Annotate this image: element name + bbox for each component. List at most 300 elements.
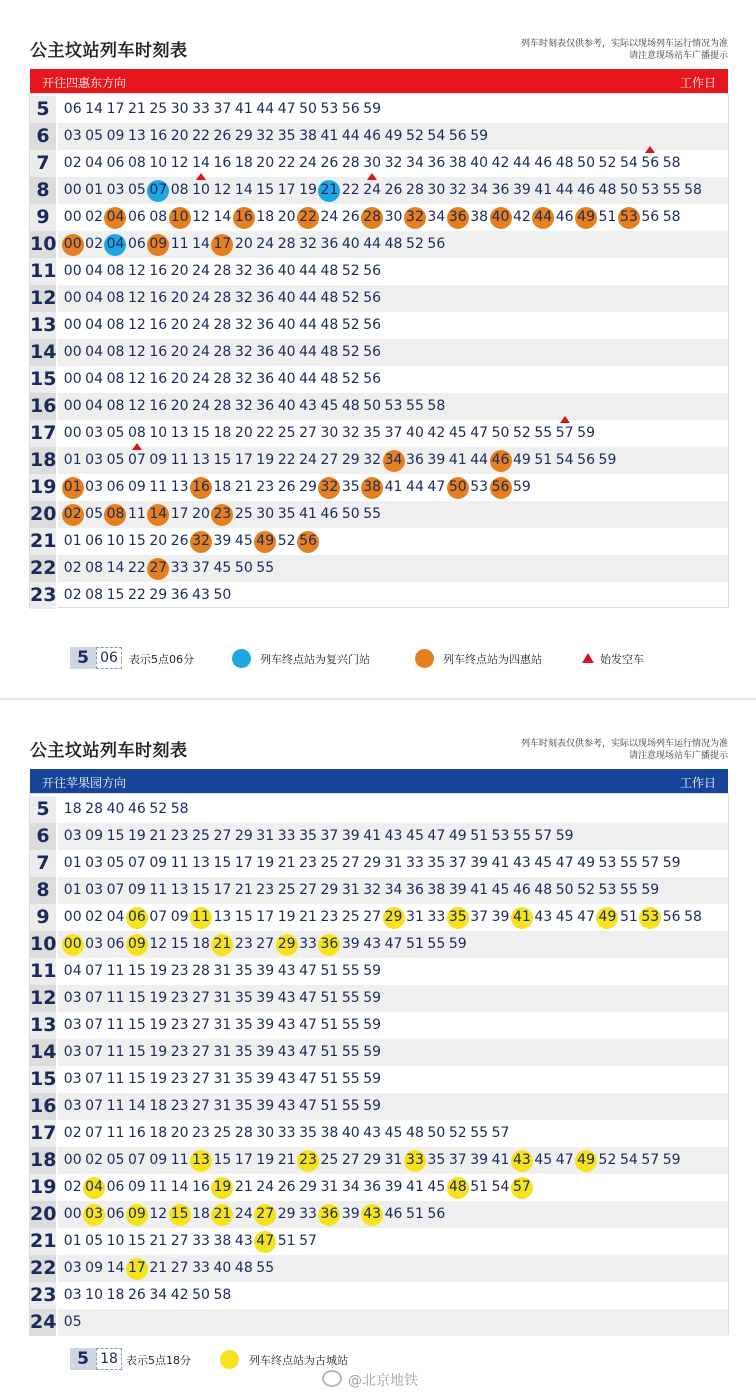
minutes-list [62, 474, 533, 501]
minute-value: 20 [170, 290, 189, 306]
minute-value: 11 [170, 452, 189, 468]
minute-value: 52 [341, 344, 360, 360]
minute-value: 27 [192, 990, 210, 1006]
minute-value: 06 [127, 209, 146, 225]
minute-value: 47 [577, 909, 595, 925]
minute-value: 15 [127, 1071, 146, 1087]
minute-value: 39 [491, 909, 510, 925]
minute-value: 37 [448, 1152, 467, 1168]
minute-value: 31 [213, 1071, 232, 1087]
minute-value: 41 [406, 1179, 424, 1195]
minute-value: 24 [192, 263, 210, 279]
minute-value: 43 [277, 963, 296, 979]
schedule-row [30, 1039, 728, 1066]
minute-value: 36 [363, 1179, 382, 1195]
minute-value: 35 [299, 828, 317, 844]
disclaimer-note [521, 738, 728, 762]
minute-value: 11 [106, 1071, 125, 1087]
minute-value: 55 [256, 560, 275, 576]
minute-value: 25 [192, 828, 210, 844]
minute-value: 17 [277, 182, 296, 198]
minute-value: 59 [662, 1152, 681, 1168]
hour-cell: 24 [30, 1309, 58, 1336]
minute-value: 37 [448, 855, 467, 871]
minute-value: 00 [63, 344, 82, 360]
minute-value: 09 [85, 828, 103, 844]
hour-cell: 11 [30, 958, 58, 985]
minute-value: 59 [363, 1098, 382, 1114]
minute-value: 41 [384, 479, 403, 495]
minute-value: 08 [127, 425, 146, 441]
minute-value: 24 [192, 371, 210, 387]
minute-value: 31 [213, 990, 232, 1006]
minute-value-gucheng: 00 [62, 931, 83, 958]
minute-value: 21 [277, 855, 296, 871]
minute-value: 55 [363, 506, 382, 522]
minute-value: 27 [341, 855, 360, 871]
minute-value: 41 [491, 1152, 510, 1168]
minute-value: 57 [299, 1233, 317, 1249]
minute-value: 24 [256, 236, 275, 252]
minute-value: 23 [170, 1098, 189, 1114]
disclaimer-line-2: 请注意现场站车广播提示 [628, 51, 728, 61]
minute-value: 17 [234, 855, 253, 871]
minute-value: 19 [256, 855, 275, 871]
minute-value-gucheng: 43 [361, 1201, 382, 1228]
minute-value: 05 [85, 1233, 103, 1249]
minute-value: 06 [63, 101, 82, 117]
minute-value: 09 [127, 882, 146, 898]
minute-value-gucheng: 29 [276, 931, 297, 958]
minute-value: 20 [277, 209, 296, 225]
schedule-row [30, 1309, 728, 1336]
minute-value: 12 [213, 182, 232, 198]
minute-value: 32 [341, 425, 360, 441]
minute-value: 24 [320, 209, 339, 225]
minute-value: 16 [213, 155, 232, 171]
minute-value: 46 [320, 506, 339, 522]
minute-value: 51 [320, 1044, 339, 1060]
minute-value: 11 [106, 1125, 125, 1141]
schedule-row [30, 823, 728, 850]
minutes-list [62, 1066, 383, 1093]
schedule-row [30, 1282, 728, 1309]
legend-sample-hour: 5 [70, 647, 96, 669]
legend-sample-minute: 18 [96, 1348, 122, 1370]
minute-value: 27 [192, 1017, 210, 1033]
minute-value: 50 [299, 101, 317, 117]
minute-value: 46 [534, 155, 553, 171]
schedule-row [30, 931, 728, 958]
minute-value: 23 [170, 828, 189, 844]
minute-value-gucheng: 21 [212, 1201, 233, 1228]
minute-value: 32 [363, 882, 382, 898]
minute-value: 29 [149, 587, 168, 603]
minute-value-gucheng: 17 [126, 1255, 147, 1282]
minute-value: 53 [598, 855, 617, 871]
minutes-list [62, 96, 383, 123]
minute-value: 58 [662, 155, 681, 171]
minute-value: 47 [299, 1017, 317, 1033]
minute-value: 01 [63, 882, 82, 898]
minute-value: 07 [127, 855, 146, 871]
minute-value: 35 [234, 990, 253, 1006]
minute-value: 43 [512, 855, 531, 871]
minute-value: 29 [299, 1179, 317, 1195]
minute-value: 14 [106, 560, 125, 576]
minute-value: 31 [341, 882, 360, 898]
minute-value-sihui: 27 [148, 555, 169, 582]
minute-value: 05 [106, 425, 125, 441]
minute-value: 17 [256, 909, 275, 925]
minute-value: 58 [427, 398, 446, 414]
minute-value: 45 [234, 533, 253, 549]
minute-value: 04 [85, 317, 103, 333]
hour-cell: 10 [30, 931, 58, 958]
minute-value: 00 [63, 317, 82, 333]
minute-value: 41 [470, 882, 489, 898]
minutes-list [62, 1093, 383, 1120]
minute-value: 02 [85, 1152, 103, 1168]
minute-value: 46 [363, 128, 382, 144]
minute-value: 36 [491, 182, 510, 198]
minute-value: 55 [619, 882, 638, 898]
minute-value: 10 [85, 1287, 103, 1303]
minute-value: 08 [85, 560, 103, 576]
minute-value-gucheng: 36 [319, 931, 340, 958]
minute-value-empty-start: 10 [190, 177, 211, 204]
minute-value: 48 [534, 882, 553, 898]
minute-value: 20 [170, 128, 189, 144]
minute-value: 55 [406, 398, 424, 414]
minute-value: 32 [448, 182, 467, 198]
minute-value-sihui: 08 [105, 501, 126, 528]
minute-value: 28 [213, 263, 232, 279]
legend-sample-text: 表示5点06分 [129, 653, 194, 666]
minute-value: 26 [170, 533, 189, 549]
legend-sample-hour: 5 [70, 1348, 96, 1370]
minute-value: 35 [277, 506, 296, 522]
minutes-list [62, 555, 276, 582]
minute-value: 15 [127, 963, 146, 979]
minute-value: 21 [234, 479, 253, 495]
minute-value: 35 [234, 1098, 253, 1114]
minute-value: 41 [234, 101, 253, 117]
minute-value: 39 [256, 963, 275, 979]
minute-value: 02 [63, 560, 82, 576]
minute-value: 23 [170, 1071, 189, 1087]
minute-value: 11 [170, 1152, 189, 1168]
hour-cell: 20 [30, 501, 58, 528]
minute-value: 15 [127, 1044, 146, 1060]
minute-value-gucheng: 48 [447, 1174, 468, 1201]
minute-value-gucheng: 36 [319, 1201, 340, 1228]
minute-value: 02 [85, 236, 103, 252]
minute-value: 44 [406, 479, 424, 495]
minute-value: 04 [85, 155, 103, 171]
minute-value: 50 [234, 560, 253, 576]
minute-value: 16 [149, 371, 168, 387]
minute-value: 03 [63, 1260, 82, 1276]
minute-value: 16 [127, 1125, 146, 1141]
minute-value: 18 [192, 1206, 210, 1222]
minute-value-sihui: 00 [62, 231, 83, 258]
minutes-list [62, 1012, 383, 1039]
minute-value: 35 [234, 1071, 253, 1087]
minute-value: 20 [256, 155, 275, 171]
schedule-row [30, 339, 728, 366]
minute-value: 36 [256, 317, 275, 333]
minute-value: 27 [299, 882, 317, 898]
minute-value: 50 [213, 587, 232, 603]
minute-value: 49 [448, 828, 467, 844]
minute-value: 32 [384, 155, 403, 171]
minute-value: 45 [427, 1179, 446, 1195]
minute-value-empty-start: 24 [361, 177, 382, 204]
minute-value-sihui: 56 [297, 528, 318, 555]
minute-value: 03 [85, 936, 103, 952]
minute-value: 14 [192, 155, 210, 171]
minute-value: 25 [149, 101, 168, 117]
minute-value: 19 [149, 990, 168, 1006]
minute-value: 02 [63, 1179, 82, 1195]
minute-value: 48 [384, 236, 403, 252]
hour-cell: 16 [30, 1093, 58, 1120]
minute-value: 56 [363, 344, 382, 360]
minute-value: 59 [448, 936, 467, 952]
minute-value: 23 [170, 963, 189, 979]
minute-value: 08 [85, 587, 103, 603]
minutes-list [62, 850, 682, 877]
minutes-list [62, 823, 575, 850]
minute-value: 26 [277, 1179, 296, 1195]
schedule-row [30, 958, 728, 985]
minute-value: 50 [363, 398, 382, 414]
minute-value: 49 [384, 128, 403, 144]
minute-value: 07 [149, 909, 168, 925]
minute-value: 52 [341, 317, 360, 333]
hour-cell: 7 [30, 850, 58, 877]
minute-value: 53 [470, 479, 489, 495]
minute-value: 50 [427, 1125, 446, 1141]
minute-value-sihui: 02 [62, 501, 83, 528]
minute-value: 36 [256, 344, 275, 360]
minute-value-gucheng: 15 [169, 1201, 190, 1228]
minute-value: 28 [213, 290, 232, 306]
minutes-list [62, 366, 383, 393]
minute-value: 26 [277, 479, 296, 495]
minute-value: 52 [341, 290, 360, 306]
minute-value-empty-start: 07 [126, 447, 147, 474]
minute-value: 10 [106, 533, 125, 549]
minute-value: 51 [320, 990, 339, 1006]
minute-value: 08 [106, 371, 125, 387]
minute-value: 32 [234, 317, 253, 333]
minute-value: 03 [63, 1098, 82, 1114]
minute-value: 56 [363, 290, 382, 306]
minute-value: 39 [256, 990, 275, 1006]
minute-value: 50 [555, 882, 574, 898]
minute-value: 41 [491, 855, 510, 871]
minutes-list [62, 877, 661, 904]
minute-value: 28 [341, 155, 360, 171]
minute-value-sihui: 04 [105, 204, 126, 231]
minute-value: 05 [85, 128, 103, 144]
minute-value: 50 [491, 425, 510, 441]
minute-value: 40 [470, 155, 489, 171]
minute-value: 17 [234, 1152, 253, 1168]
hour-cell: 10 [30, 231, 58, 258]
minute-value: 53 [598, 882, 617, 898]
hour-cell: 23 [30, 1282, 58, 1309]
minute-value: 13 [170, 479, 189, 495]
minute-value: 08 [170, 182, 189, 198]
minute-value: 33 [406, 855, 424, 871]
minute-value: 15 [127, 1017, 146, 1033]
red-triangle-icon [132, 443, 142, 450]
schedule-table [30, 796, 728, 1336]
minute-value: 03 [63, 1044, 82, 1060]
hour-cell: 19 [30, 474, 58, 501]
minute-value-sihui: 49 [255, 528, 276, 555]
schedule-row [30, 1174, 728, 1201]
minute-value: 42 [170, 1287, 189, 1303]
minute-value: 03 [63, 128, 82, 144]
minute-value: 36 [256, 263, 275, 279]
minute-value: 40 [341, 1125, 360, 1141]
minute-value: 04 [85, 398, 103, 414]
minute-value: 05 [106, 855, 125, 871]
minute-value: 09 [170, 909, 189, 925]
red-triangle-icon [645, 146, 655, 153]
minute-value: 51 [470, 1179, 489, 1195]
hour-cell: 18 [30, 447, 58, 474]
schedule-row [30, 877, 728, 904]
minute-value: 54 [619, 1152, 638, 1168]
minute-value: 50 [619, 182, 638, 198]
minute-value: 22 [341, 182, 360, 198]
minute-value: 47 [427, 479, 446, 495]
minute-value: 14 [85, 101, 103, 117]
minute-value: 28 [277, 236, 296, 252]
minute-value: 41 [448, 452, 467, 468]
direction-bar [30, 69, 728, 93]
minute-value: 37 [470, 909, 489, 925]
minute-value: 31 [213, 1098, 232, 1114]
minute-value: 04 [85, 344, 103, 360]
minute-value: 33 [192, 1233, 210, 1249]
schedule-row [30, 123, 728, 150]
minute-value: 03 [85, 425, 103, 441]
minute-value: 46 [512, 882, 531, 898]
minute-value: 37 [320, 828, 339, 844]
minute-value: 05 [106, 452, 125, 468]
minute-value: 08 [127, 155, 146, 171]
minute-value: 32 [234, 344, 253, 360]
minute-value: 04 [85, 371, 103, 387]
minute-value: 35 [277, 128, 296, 144]
minute-value: 19 [299, 182, 317, 198]
minute-value: 12 [127, 371, 146, 387]
minute-value: 31 [406, 909, 424, 925]
minute-value-sihui: 23 [212, 501, 233, 528]
minute-value: 05 [106, 1152, 125, 1168]
minute-value: 30 [363, 155, 382, 171]
minute-value: 51 [320, 963, 339, 979]
minute-value: 19 [149, 1071, 168, 1087]
hour-cell: 21 [30, 528, 58, 555]
minute-value: 23 [170, 1044, 189, 1060]
minute-value: 33 [192, 1260, 210, 1276]
minute-value: 56 [662, 909, 681, 925]
minute-value: 07 [85, 963, 103, 979]
minute-value: 26 [127, 1287, 146, 1303]
minute-value-gucheng: 27 [255, 1201, 276, 1228]
minute-value: 59 [363, 1044, 382, 1060]
minute-value: 47 [299, 1044, 317, 1060]
minute-value: 31 [213, 1044, 232, 1060]
minute-value: 44 [363, 236, 382, 252]
minute-value: 27 [192, 1044, 210, 1060]
minute-value: 00 [63, 209, 82, 225]
minutes-list [62, 1282, 233, 1309]
minute-value: 47 [384, 936, 403, 952]
minute-value: 52 [406, 236, 424, 252]
minute-value: 16 [149, 263, 168, 279]
minute-value-sihui: 34 [383, 447, 404, 474]
minute-value: 07 [106, 882, 125, 898]
minute-value: 11 [149, 479, 168, 495]
minute-value: 11 [106, 1017, 125, 1033]
red-triangle-icon [196, 173, 206, 180]
minute-value: 03 [63, 1017, 82, 1033]
minute-value: 14 [213, 209, 232, 225]
minute-value: 43 [234, 1233, 253, 1249]
minutes-list [62, 123, 490, 150]
minute-value: 54 [491, 1179, 510, 1195]
minute-value: 07 [85, 1125, 103, 1141]
direction-label: 开往苹果园方向 [42, 776, 127, 790]
minute-value: 41 [363, 828, 382, 844]
minute-value: 18 [213, 479, 232, 495]
hour-cell: 5 [30, 96, 58, 123]
minute-value: 34 [427, 209, 446, 225]
hour-cell: 7 [30, 150, 58, 177]
minute-value: 32 [234, 398, 253, 414]
minute-value: 21 [234, 882, 253, 898]
minute-value: 35 [299, 1125, 317, 1141]
schedule-row [30, 96, 728, 123]
minutes-list [62, 501, 383, 528]
minute-value: 25 [234, 506, 253, 522]
schedule-row [30, 850, 728, 877]
minute-value: 35 [427, 855, 446, 871]
minute-value: 24 [192, 344, 210, 360]
minute-value: 42 [491, 155, 510, 171]
watermark [322, 1370, 418, 1390]
minute-value-gucheng: 03 [83, 1201, 104, 1228]
schedule-row [30, 177, 728, 204]
minute-value: 32 [363, 452, 382, 468]
minute-value-sihui: 32 [190, 528, 211, 555]
hour-cell: 20 [30, 1201, 58, 1228]
minute-value: 45 [534, 1152, 553, 1168]
hour-cell: 17 [30, 1120, 58, 1147]
hour-cell: 15 [30, 366, 58, 393]
minute-value: 00 [63, 1206, 82, 1222]
minute-value: 22 [127, 587, 146, 603]
minute-value: 41 [534, 182, 553, 198]
